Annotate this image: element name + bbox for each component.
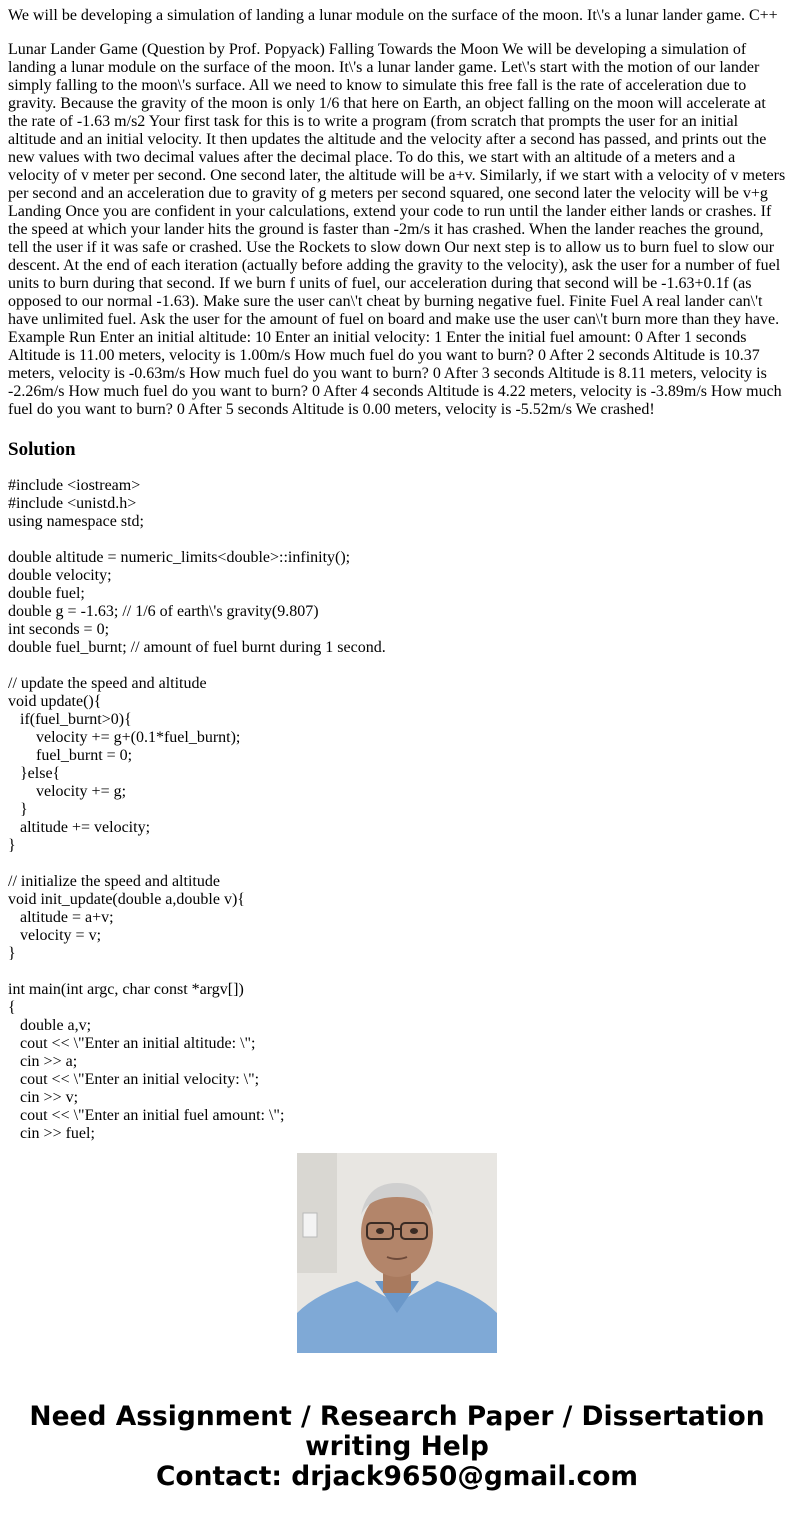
code-line: fuel_burnt = 0; bbox=[8, 747, 133, 764]
code-line: void init_update(double a,double v){ bbox=[8, 891, 245, 908]
code-line: cin >> fuel; bbox=[8, 1125, 95, 1142]
promo-contact: Contact: drjack9650@gmail.com bbox=[155, 1461, 639, 1492]
promo-banner bbox=[0, 1402, 794, 1492]
code-line: } bbox=[8, 801, 28, 818]
code-block bbox=[8, 675, 786, 855]
code-line: { bbox=[8, 999, 16, 1016]
code-line: cout << \"Enter an initial altitude: \"; bbox=[8, 1035, 256, 1052]
code-block bbox=[8, 477, 786, 531]
author-portrait-image bbox=[297, 1153, 497, 1353]
code-line: altitude += velocity; bbox=[8, 819, 151, 836]
code-line: double altitude = numeric_limits<double>::infinity(); bbox=[8, 549, 351, 566]
code-line: altitude = a+v; bbox=[8, 909, 114, 926]
code-line: cin >> v; bbox=[8, 1089, 79, 1106]
code-line: cin >> a; bbox=[8, 1053, 78, 1070]
code-line: velocity += g+(0.1*fuel_burnt); bbox=[8, 729, 241, 746]
code-line: }else{ bbox=[8, 765, 61, 782]
code-line: using namespace std; bbox=[8, 513, 144, 530]
code-line: double g = -1.63; // 1/6 of earth\'s gravity(9.807) bbox=[8, 603, 319, 620]
solution-heading: Solution bbox=[8, 439, 76, 460]
promo-line-1: Need Assignment / Research Paper / Dissertation bbox=[29, 1401, 765, 1432]
promo-line-2: writing Help bbox=[305, 1431, 489, 1462]
code-line: velocity += g; bbox=[8, 783, 127, 800]
code-line: double fuel_burnt; // amount of fuel burnt during 1 second. bbox=[8, 639, 386, 656]
code-block bbox=[8, 981, 786, 1143]
solution-code bbox=[8, 477, 786, 1143]
code-line: } bbox=[8, 945, 16, 962]
code-line: // update the speed and altitude bbox=[8, 675, 207, 692]
question-title: We will be developing a simulation of landing a lunar module on the surface of the moon. It\'s a lunar lander game. C++ bbox=[8, 7, 778, 24]
code-line: double fuel; bbox=[8, 585, 85, 602]
code-block bbox=[8, 549, 786, 657]
code-line: cout << \"Enter an initial velocity: \"; bbox=[8, 1071, 260, 1088]
code-line: int main(int argc, char const *argv[]) bbox=[8, 981, 244, 998]
code-line: #include <unistd.h> bbox=[8, 495, 137, 512]
code-line: double a,v; bbox=[8, 1017, 92, 1034]
code-line: if(fuel_burnt>0){ bbox=[8, 711, 132, 728]
code-line: int seconds = 0; bbox=[8, 621, 110, 638]
question-body: Lunar Lander Game (Question by Prof. Popyack) Falling Towards the Moon We will be developing a simulation of landing a lunar module on the surface of the moon. It\'s a lunar lander game. Let\'s start with the motion of our lander simply falling to the moon\'s surface. All we need to know to simulate this free fall is the rate of acceleration due to gravity. Because the gravity of the moon is only 1/6 that here on Earth, an object falling on the moon will accelerate at the rate of -1.63 m/s2 Your first task for this is to write a program (from scratch that prompts the user for an initial altitude and an initial velocity. It then updates the altitude and the velocity after a second has passed, and prints out the new values with two decimal values after the decimal place. To do this, we start with an altitude of a meters and a velocity of v meter per second. One second later, the altitude will be a+v. Similarly, if we start with a velocity of v meters per second and an acceleration due to gravity of g meters per second squared, one second later the velocity will be v+g Landing Once you are confident in your calculations, extend your code to run until the lander either lands or crashes. If the speed at which your lander hits the ground is faster than -2m/s it has crashed. When the lander reaches the ground, tell the user if it was safe or crashed. Use the Rockets to slow down Our next step is to allow us to burn fuel to slow our descent. At the end of each iteration (actually before adding the gravity to the velocity), ask the user for a number of fuel units to burn during that second. If we burn f units of fuel, our acceleration during that second will be -1.63+0.1f (as opposed to our normal -1.63). Make sure the user can\'t cheat by burning negative fuel. Finite Fuel A real lander can\'t have unlimited fuel. Ask the user for the amount of fuel on board and make use the user can\'t burn more than they have. Example Run Enter an initial altitude: 10 Enter an initial velocity: 1 Enter the initial fuel amount: 0 After 1 seconds Altitude is 11.00 meters, velocity is 1.00m/s How much fuel do you want to burn? 0 After 2 seconds Altitude is 10.37 meters, velocity is -0.63m/s How much fuel do you want to burn? 0 After 3 seconds Altitude is 8.11 meters, velocity is -2.26m/s How much fuel do you want to burn? 0 After 4 seconds Altitude is 4.22 meters, velocity is -3.89m/s How much fuel do you want to burn? 0 After 5 seconds Altitude is 0.00 meters, velocity is -5.52m/s We crashed! bbox=[8, 41, 786, 418]
code-line: #include <iostream> bbox=[8, 477, 141, 494]
code-line: cout << \"Enter an initial fuel amount: \"; bbox=[8, 1107, 285, 1124]
author-avatar bbox=[297, 1153, 497, 1353]
code-line: velocity = v; bbox=[8, 927, 102, 944]
code-block bbox=[8, 873, 786, 963]
document-content bbox=[8, 7, 786, 1142]
code-line: // initialize the speed and altitude bbox=[8, 873, 220, 890]
code-line: void update(){ bbox=[8, 693, 102, 710]
code-line: } bbox=[8, 837, 16, 854]
code-line: double velocity; bbox=[8, 567, 112, 584]
